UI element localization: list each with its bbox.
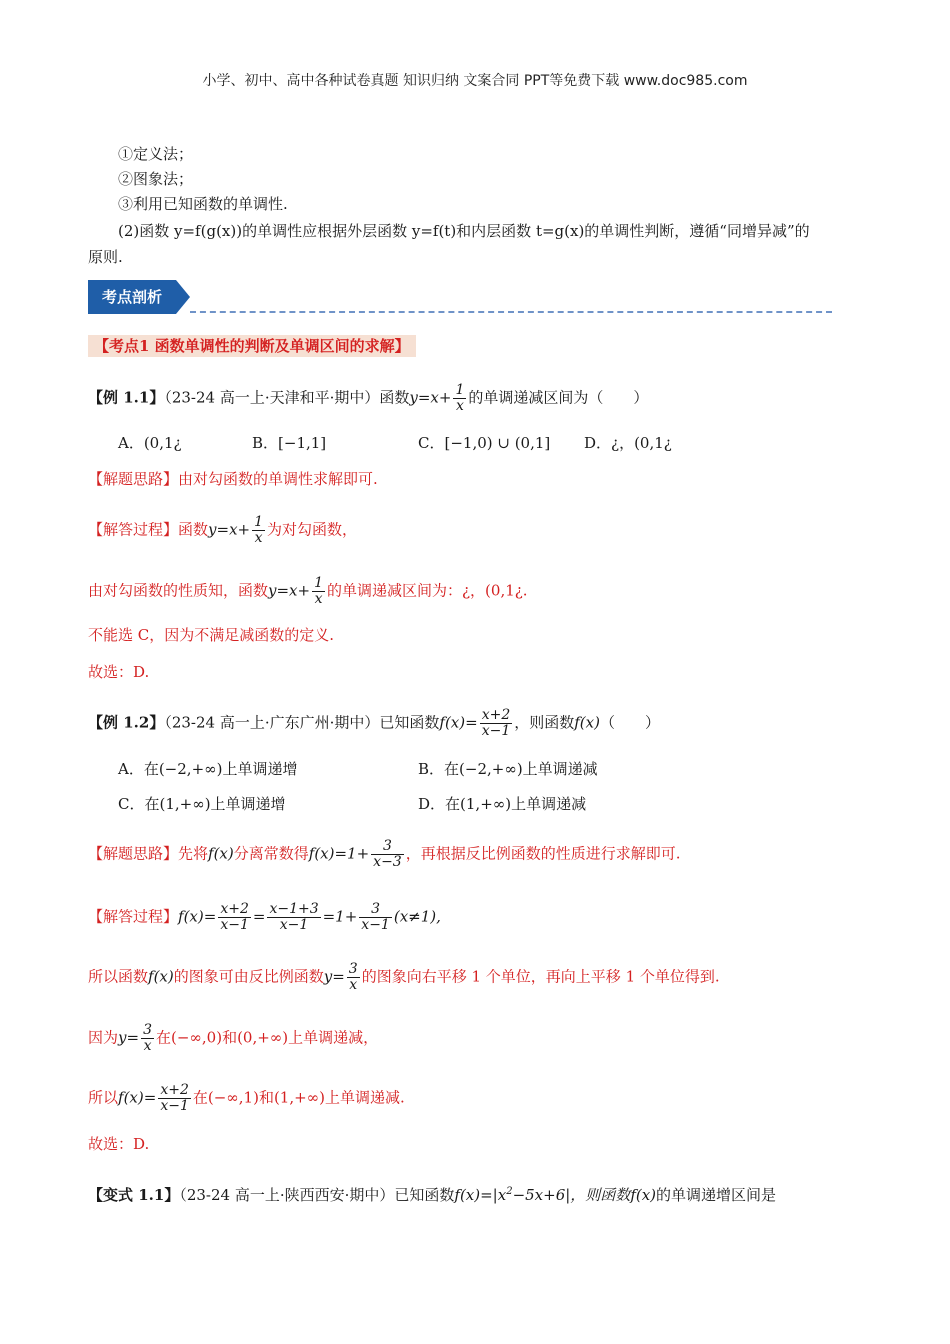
method-definition: ①定义法； [118,145,194,163]
solution-process-line1 [88,902,441,933]
fraction [267,902,320,933]
answer: 故选：D. [88,1135,150,1153]
equation: y= [323,967,345,986]
option-b[interactable]: B．在(−2,+∞)上单调递减 [418,760,598,778]
solution-process-line1 [88,515,357,546]
example-tag: 【例 1.2】 [88,713,165,732]
equation: =1+ [322,907,358,926]
idea-text: 分离常数得 [233,844,309,863]
solution-process-line2 [88,576,528,607]
numerator: x+2 [160,1082,189,1098]
process-text: 在(−∞,1)和(1,+∞)上单调递减. [192,1088,405,1107]
numerator: 1 [254,514,264,530]
function-expr: f(x) [630,1186,657,1204]
function-expr: f(x) [148,967,174,986]
example-1-1-question [88,383,648,414]
numerator: x−1+3 [269,901,319,917]
denominator: x [143,1038,152,1054]
function-expr: f(x)= [118,1088,157,1107]
fraction [141,1023,154,1054]
process-text: 为对勾函数， [267,520,358,539]
denominator: x−1 [481,723,511,739]
process-tag: 【解答过程】 [88,907,179,926]
idea-text: ，再根据反比例函数的性质进行求解即可. [405,844,681,863]
equation: y=x+ [409,388,452,407]
process-text: 函数 [178,520,209,539]
variant-1-1-question [88,1182,776,1205]
solution-process-line4 [88,1083,405,1114]
fraction [371,839,404,870]
question-text: 的单调递增区间是 [656,1186,777,1204]
option-b[interactable]: B．[−1,1] [252,434,327,452]
fraction [359,902,392,933]
option-d[interactable]: D．在(1,+∞)上单调递减 [418,795,587,813]
numerator: x+2 [220,901,249,917]
process-text: 所以函数 [88,967,149,986]
denominator: x−1 [279,917,309,933]
equals-sign: = [252,907,266,926]
variant-tag: 【变式 1.1】 [88,1186,180,1204]
condition: (x≠1), [393,907,441,926]
composite-rule-line2: 原则. [88,248,123,266]
function-expr: f(x)= [439,713,478,732]
method-known-functions: ③利用已知函数的单调性. [118,195,288,213]
exponent: 2 [506,1186,513,1197]
numerator: 1 [314,575,324,591]
solution-idea [88,469,378,489]
fraction [312,576,325,607]
denominator: x−1 [160,1098,189,1114]
solution-idea [88,839,681,870]
example-source: （23-24 高一上·广东广州·期中）已知函数 [164,713,440,732]
fraction [252,515,265,546]
process-text: 在(−∞,0)和(0,+∞)上单调递减， [155,1028,379,1047]
denominator: x [314,591,323,607]
function-expr: f(x)=|x [454,1186,507,1204]
numerator: 3 [348,961,358,977]
idea-text: 先将 [178,844,209,863]
function-expr: f(x)= [178,907,217,926]
example-source: （23-24 高一上·天津和平·期中）函数 [164,388,410,407]
denominator: x−1 [361,917,390,933]
section-divider [190,311,832,313]
method-graph: ②图象法； [118,170,194,188]
numerator: 3 [359,902,392,918]
fraction [158,1083,191,1114]
denominator: x [455,398,464,414]
answer: 故选：D. [88,663,150,681]
solution-process-line3: 不能选 C，因为不满足减函数的定义. [88,626,335,644]
equation: y=x+ [208,520,251,539]
solution-process-line2 [88,962,720,993]
denominator: x [254,530,263,546]
equation: f(x)=1+ [308,844,370,863]
equation: y=x+ [268,581,311,600]
function-expr: −5x+6|，则函数 [512,1186,631,1204]
idea-text: 由对勾函数的单调性求解即可. [178,470,378,488]
option-a[interactable]: A．(0,1¿ [118,434,182,452]
option-a[interactable]: A．在(−2,+∞)上单调递增 [118,760,298,778]
denominator: x−3 [373,854,402,870]
page-header: 小学、初中、高中各种试卷真题 知识归纳 文案合同 PPT等免费下载 www.doc985.com [202,73,748,89]
numerator: 1 [455,382,465,398]
question-text: （ ） [599,713,660,732]
fraction [347,962,360,993]
process-text: 所以 [88,1088,119,1107]
fraction [480,708,513,739]
process-text: 的图象可由反比例函数 [173,967,324,986]
banner-title: 考点剖析 [101,288,163,306]
option-c[interactable]: C．[−1,0) ∪ (0,1] [418,434,551,452]
numerator: 3 [371,839,404,855]
example-tag: 【例 1.1】 [88,388,165,407]
solution-process-line3 [88,1023,378,1054]
denominator: x−1 [220,917,249,933]
question-text: 的单调递减区间为（ ） [468,388,649,407]
numerator: x+2 [481,707,511,723]
variant-source: （23-24 高一上·陕西西安·期中）已知函数 [179,1186,455,1204]
option-d[interactable]: D．¿，(0,1¿ [584,434,672,452]
function-expr: f(x) [574,713,600,732]
process-text: 的图象向右平移 1 个单位，再向上平移 1 个单位得到. [361,967,720,986]
numerator: 3 [143,1022,152,1038]
idea-tag: 【解题思路】 [88,844,179,863]
composite-rule-line1: (2)函数 y=f(g(x))的单调性应根据外层函数 y=f(t)和内层函数 t=g(x)的单调性判断，遵循“同增异减”的 [118,222,810,240]
topic-heading: 【考点1 函数单调性的判断及单调区间的求解】 [88,335,416,357]
function-expr: f(x) [208,844,234,863]
process-text: 由对勾函数的性质知，函数 [88,581,269,600]
denominator: x [349,977,358,993]
process-tag: 【解答过程】 [88,520,179,539]
fraction [453,383,466,414]
equation: y= [118,1028,140,1047]
section-banner [88,280,190,314]
process-text: 因为 [88,1028,119,1047]
option-c[interactable]: C．在(1,+∞)上单调递增 [118,795,286,813]
idea-tag: 【解题思路】 [88,470,179,488]
fraction [218,902,251,933]
question-text: ，则函数 [514,713,575,732]
process-text: 的单调递减区间为：¿，(0,1¿. [327,581,528,600]
example-1-2-question [88,708,660,739]
